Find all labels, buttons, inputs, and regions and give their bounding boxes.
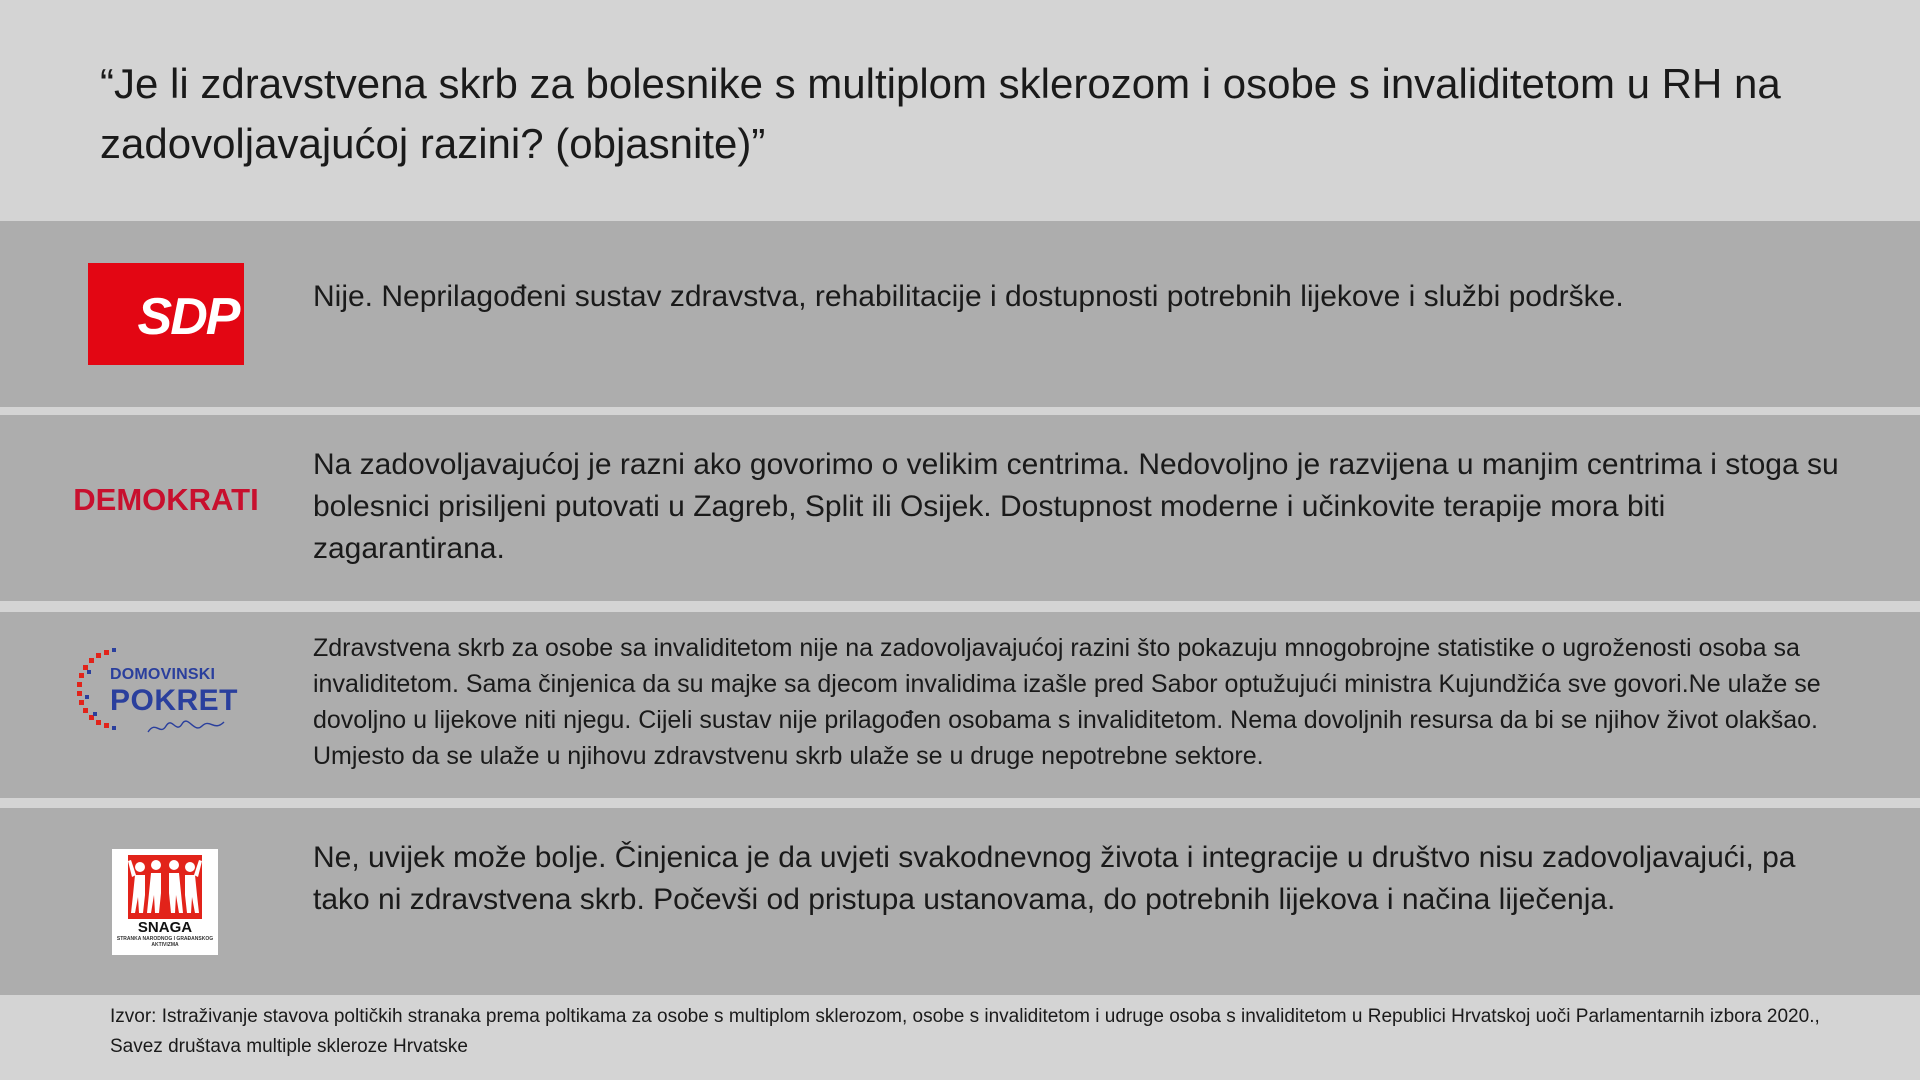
people-figures-icon bbox=[128, 855, 202, 919]
snaga-logo-subtext: STRANKA NARODNOG I GRAĐANSKOG AKTIVIZMA bbox=[116, 936, 214, 948]
sdp-logo-text: SDP bbox=[137, 288, 239, 346]
sdp-logo bbox=[88, 263, 244, 365]
pokret-logo-text: POKRET bbox=[110, 684, 239, 717]
domovinski-logo-text: DOMOVINSKI bbox=[110, 666, 216, 683]
snaga-emblem bbox=[128, 855, 202, 919]
answer-text-snaga: Ne, uvijek može bolje. Činjenica je da uvjeti svakodnevnog života i integracije u društvo nisu zadovoljavajući, pa tako ni zdravstvena skrb. Počevši od pristupa ustanovama, do potrebnih lijekova i načina liječenja. bbox=[313, 841, 1796, 916]
answer-row-demokrati bbox=[0, 415, 1920, 601]
demokrati-logo: DEMOKRATI bbox=[73, 482, 259, 517]
signature-icon bbox=[146, 716, 226, 738]
answer-text-sdp: Nije. Neprilagođeni sustav zdravstva, rehabilitacije i dostupnosti potrebnih lijekove i službi podrške. bbox=[313, 280, 1624, 313]
domovinski-pokret-logo bbox=[76, 646, 244, 742]
snaga-logo-text: SNAGA bbox=[137, 919, 193, 936]
answer-text-demokrati: Na zadovoljavajućoj je razni ako govorimo o velikim centrima. Nedovoljno je razvijena u manjim centrima i stoga su bolesnici prisiljeni putovati u Zagreb, Split ili Osijek. Dostupnost moderne i učinkovite terapije mora biti zagarantirana. bbox=[313, 448, 1839, 565]
answer-row-snaga bbox=[0, 808, 1920, 995]
answer-text-domovinski-pokret: Zdravstvena skrb za osobe sa invaliditetom nije na zadovoljavajućoj razini što pokazuju mnogobrojne statistike o ugroženosti osoba sa invaliditetom. Sama činjenica da su majke sa djecom invalidima izašle pred Sabor optužujući ministra Kujundžića sve govori.Ne ulaže se dovoljno u lijekove niti njegu. Cijeli sustav nije prilagođen osobama s invaliditetom. Nema dovoljnih resursa da bi se njihov život olakšao. Umjesto da se ulaže u njihovu zdravstvenu skrb ulaže se u druge nepotrebne sektore. bbox=[313, 634, 1821, 770]
answer-row-domovinski-pokret bbox=[0, 612, 1920, 798]
answer-row-sdp bbox=[0, 221, 1920, 407]
question-title: “Je li zdravstvena skrb za bolesnike s multiplom sklerozom i osobe s invaliditetom u RH na zadovoljavajućoj razini? (objasnite)” bbox=[100, 60, 1781, 167]
snaga-logo bbox=[112, 849, 218, 955]
source-footnote: Izvor: Istraživanje stavova poltičkih stranaka prema poltikama za osobe s multiplom sklerozom, osobe s invaliditetom i udruge osoba s invaliditetom u Republici Hrvatskoj uoči Parlamentarnih izbora 2020., Savez društava multiple skleroze Hrvatske bbox=[110, 1006, 1820, 1057]
